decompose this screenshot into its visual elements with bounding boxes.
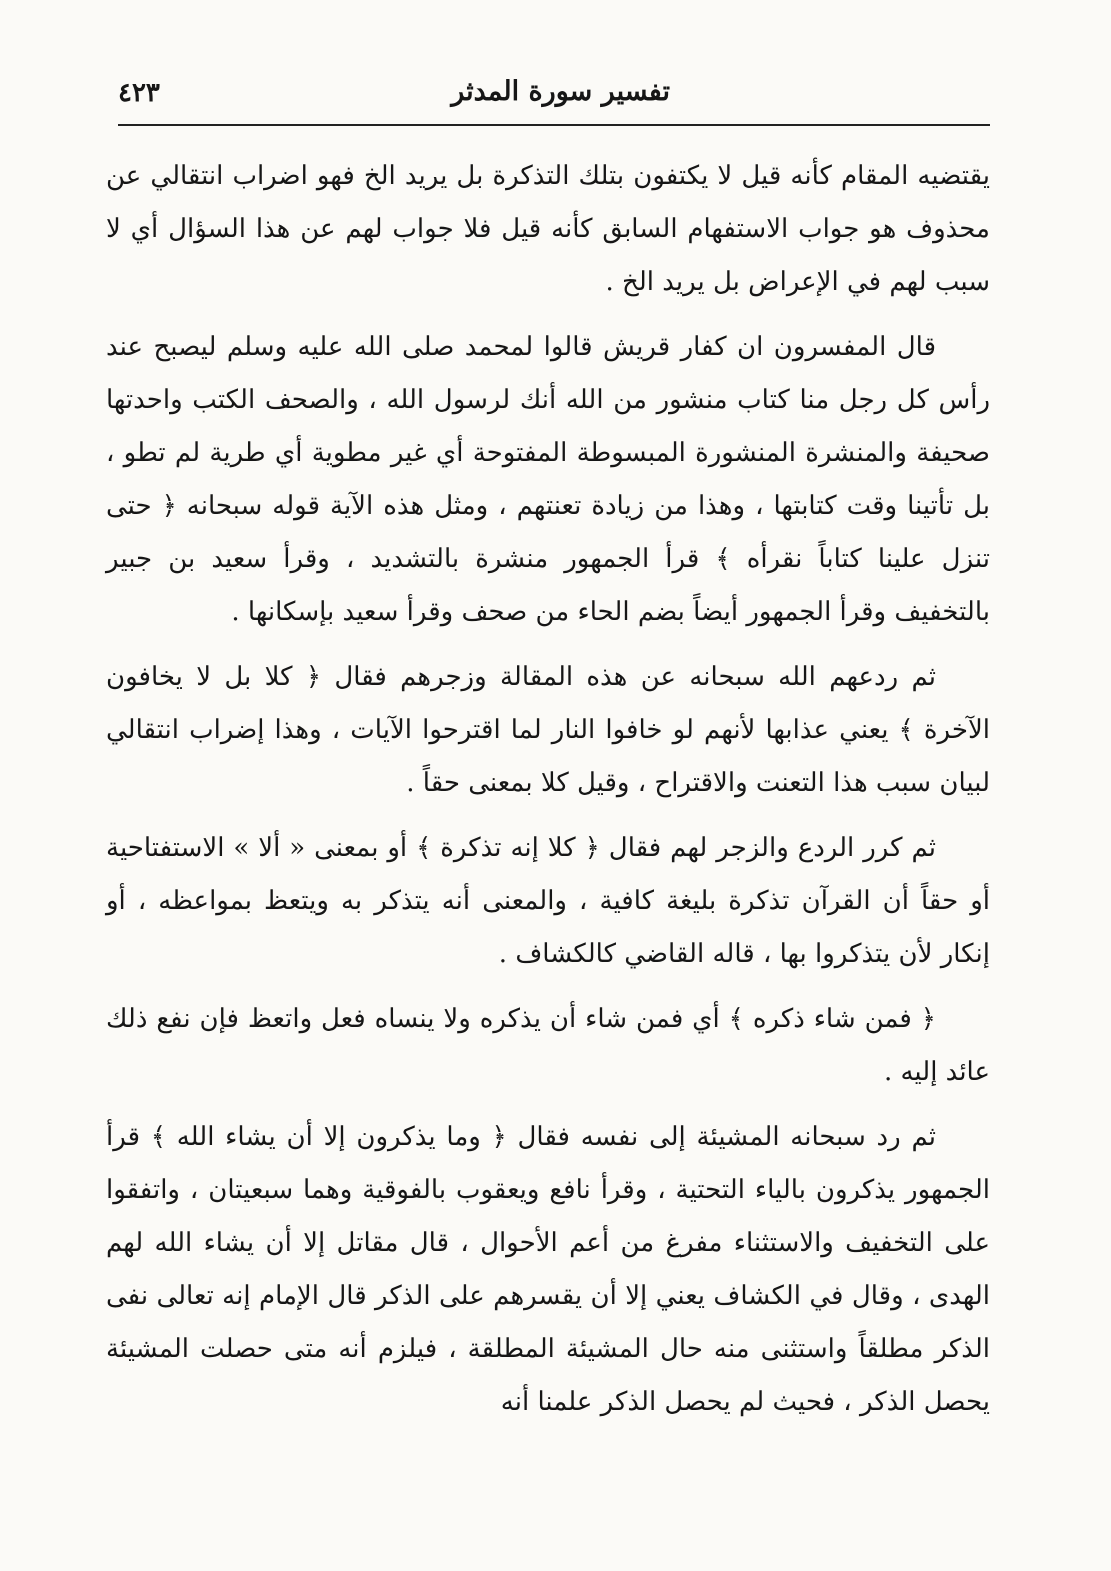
running-title: تفسير سورة المدثر xyxy=(451,76,670,107)
paragraph: ثم ردعهم الله سبحانه عن هذه المقالة وزجرهم فقال ﴿ كلا بل لا يخافون الآخرة ﴾ يعني عذابها لأنهم لو خافوا النار لما اقترحوا الآيات ، وهذا إضراب انتقالي لبيان سبب هذا التعنت والاقتراح ، وقيل كلا بمعنى حقاً . xyxy=(106,662,990,798)
body-text xyxy=(106,150,990,1441)
paragraph: ثم كرر الردع والزجر لهم فقال ﴿ كلا إنه تذكرة ﴾ أو بمعنى « ألا » الاستفتاحية أو حقاً أن القرآن تذكرة بليغة كافية ، والمعنى أنه يتذكر به ويتعظ بمواعظه ، أو إنكار لأن يتذكروا بها ، قاله القاضي كالكشاف . xyxy=(106,833,990,969)
paragraph: ثم رد سبحانه المشيئة إلى نفسه فقال ﴿ وما يذكرون إلا أن يشاء الله ﴾ قرأ الجمهور يذكرون بالياء التحتية ، وقرأ نافع ويعقوب بالفوقية وهما سبعيتان ، واتفقوا على التخفيف والاستثناء مفرغ من أعم الأحوال ، قال مقاتل إلا أن يشاء الله لهم الهدى ، وقال في الكشاف يعني إلا أن يقسرهم على الذكر قال الإمام إنه تعالى نفى الذكر مطلقاً واستثنى منه حال المشيئة المطلقة ، فيلزم أنه متى حصلت المشيئة يحصل الذكر ، فحيث لم يحصل الذكر علمنا أنه xyxy=(106,1122,990,1417)
page-header xyxy=(118,76,990,124)
paragraph: قال المفسرون ان كفار قريش قالوا لمحمد صلى الله عليه وسلم ليصبح عند رأس كل رجل منا كتاب منشور من الله أنك لرسول الله ، والصحف الكتب واحدتها صحيفة والمنشرة المنشورة المبسوطة المفتوحة أي غير مطوية أي طرية لم تطو ، بل تأتينا وقت كتابتها ، وهذا من زيادة تعنتهم ، ومثل هذه الآية قوله سبحانه ﴿ حتى تنزل علينا كتاباً نقرأه ﴾ قرأ الجمهور منشرة بالتشديد ، وقرأ سعيد بن جبير بالتخفيف وقرأ الجمهور أيضاً بضم الحاء من صحف وقرأ سعيد بإسكانها . xyxy=(106,332,990,627)
paragraph: يقتضيه المقام كأنه قيل لا يكتفون بتلك التذكرة بل يريد الخ فهو اضراب انتقالي عن محذوف هو جواب الاستفهام السابق كأنه قيل فلا جواب لهم عن هذا السؤال أي لا سبب لهم في الإعراض بل يريد الخ . xyxy=(106,161,990,297)
header-rule xyxy=(118,124,990,126)
page-number: ٤٢٣ xyxy=(118,78,160,108)
paragraph: ﴿ فمن شاء ذكره ﴾ أي فمن شاء أن يذكره ولا ينساه فعل واتعظ فإن نفع ذلك عائد إليه . xyxy=(106,1004,990,1087)
